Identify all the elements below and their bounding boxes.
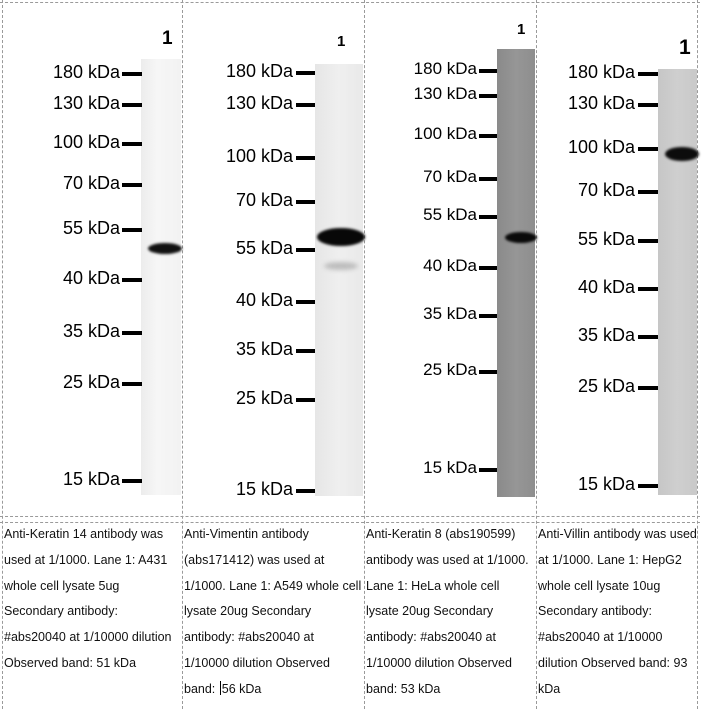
text-cursor: [220, 681, 221, 695]
marker-label: 180 kDa: [567, 62, 635, 82]
marker-tick: [479, 215, 497, 219]
marker-tick: [296, 200, 315, 204]
marker-tick: [296, 156, 315, 160]
blot-strip: [141, 59, 181, 495]
marker-tick: [122, 183, 142, 187]
lane-label: 1: [679, 36, 691, 59]
marker-tick: [296, 103, 315, 107]
marker-tick: [638, 239, 658, 243]
caption-text-end: 56 kDa: [221, 681, 262, 696]
marker-tick: [296, 349, 315, 353]
marker-tick: [122, 479, 142, 483]
marker-tick: [479, 69, 497, 73]
marker-label: 15 kDa: [62, 469, 120, 489]
marker-label: 70 kDa: [577, 180, 635, 200]
marker-label: 40 kDa: [235, 290, 293, 310]
marker-label: 40 kDa: [423, 256, 477, 275]
caption-text: Anti-Vimentin antibody (abs171412) was used at 1/1000. Lane 1: A549 whole cell lysate 20ug Secondary antibody: #abs20040 at 1/10000 dilution Observed band:: [184, 527, 362, 696]
marker-tick: [122, 278, 142, 282]
blot-strip: [315, 64, 363, 496]
figure-caption: Anti-Keratin 14 antibody was used at 1/1000. Lane 1: A431 whole cell lysate 5ug Secondary antibody: #abs20040 at 1/10000 dilution Observed band: 51 kDa: [4, 527, 172, 670]
marker-label: 100 kDa: [413, 124, 477, 143]
marker-tick: [296, 300, 315, 304]
marker-label: 15 kDa: [423, 458, 477, 477]
marker-label: 70 kDa: [235, 190, 293, 210]
marker-label: 35 kDa: [235, 339, 293, 359]
marker-tick: [122, 72, 142, 76]
marker-label: 35 kDa: [577, 325, 635, 345]
marker-label: 70 kDa: [62, 173, 120, 193]
blot-strip: [658, 69, 697, 495]
marker-label: 35 kDa: [423, 304, 477, 323]
marker-tick: [479, 266, 497, 270]
marker-label: 40 kDa: [62, 268, 120, 288]
protein-band-faint: [324, 262, 358, 270]
marker-tick: [638, 335, 658, 339]
marker-label: 15 kDa: [577, 474, 635, 494]
marker-tick: [479, 314, 497, 318]
marker-tick: [638, 72, 658, 76]
lane-label: 1: [162, 28, 173, 49]
protein-band: [148, 243, 182, 254]
marker-tick: [638, 484, 658, 488]
marker-label: 25 kDa: [577, 376, 635, 396]
lane-label: 1: [517, 21, 526, 38]
blot-strip: [497, 49, 535, 497]
marker-label: 180 kDa: [52, 62, 120, 82]
protein-band: [505, 232, 537, 243]
marker-label: 40 kDa: [577, 277, 635, 297]
marker-tick: [638, 103, 658, 107]
figure-caption: [184, 522, 362, 703]
marker-label: 130 kDa: [225, 93, 293, 113]
marker-tick: [638, 386, 658, 390]
marker-label: 25 kDa: [62, 372, 120, 392]
marker-label: 25 kDa: [423, 360, 477, 379]
marker-label: 55 kDa: [235, 238, 293, 258]
lane-label: 1: [337, 33, 346, 50]
marker-label: 35 kDa: [62, 321, 120, 341]
marker-tick: [479, 94, 497, 98]
marker-tick: [122, 331, 142, 335]
marker-label: 15 kDa: [235, 479, 293, 499]
marker-tick: [479, 177, 497, 181]
marker-label: 130 kDa: [567, 93, 635, 113]
marker-tick: [479, 370, 497, 374]
marker-tick: [479, 134, 497, 138]
marker-tick: [296, 248, 315, 252]
marker-label: 25 kDa: [235, 388, 293, 408]
marker-tick: [638, 147, 658, 151]
protein-band: [317, 228, 365, 246]
marker-tick: [122, 382, 142, 386]
figure-caption: Anti-Keratin 8 (abs190599) antibody was used at 1/1000. Lane 1: HeLa whole cell lysate 20ug Secondary antibody: #abs20040 at 1/10000 dilution Observed band: 53 kDa: [366, 527, 529, 696]
marker-tick: [122, 228, 142, 232]
marker-label: 130 kDa: [413, 84, 477, 103]
marker-label: 130 kDa: [52, 93, 120, 113]
marker-label: 55 kDa: [62, 218, 120, 238]
marker-label: 55 kDa: [423, 205, 477, 224]
marker-label: 180 kDa: [225, 61, 293, 81]
protein-band: [665, 147, 699, 161]
figure-caption: Anti-Villin antibody was used at 1/1000. Lane 1: HepG2 whole cell lysate 10ug Secondary antibody: #abs20040 at 1/10000 dilution Observed band: 93 kDa: [538, 527, 697, 696]
marker-tick: [638, 287, 658, 291]
marker-tick: [122, 103, 142, 107]
marker-tick: [479, 468, 497, 472]
marker-label: 55 kDa: [577, 229, 635, 249]
marker-label: 70 kDa: [423, 167, 477, 186]
marker-label: 180 kDa: [413, 59, 477, 78]
marker-tick: [296, 398, 315, 402]
marker-label: 100 kDa: [52, 132, 120, 152]
marker-tick: [122, 142, 142, 146]
marker-tick: [296, 71, 315, 75]
marker-label: 100 kDa: [225, 146, 293, 166]
marker-label: 100 kDa: [567, 137, 635, 157]
marker-tick: [638, 190, 658, 194]
marker-tick: [296, 489, 315, 493]
